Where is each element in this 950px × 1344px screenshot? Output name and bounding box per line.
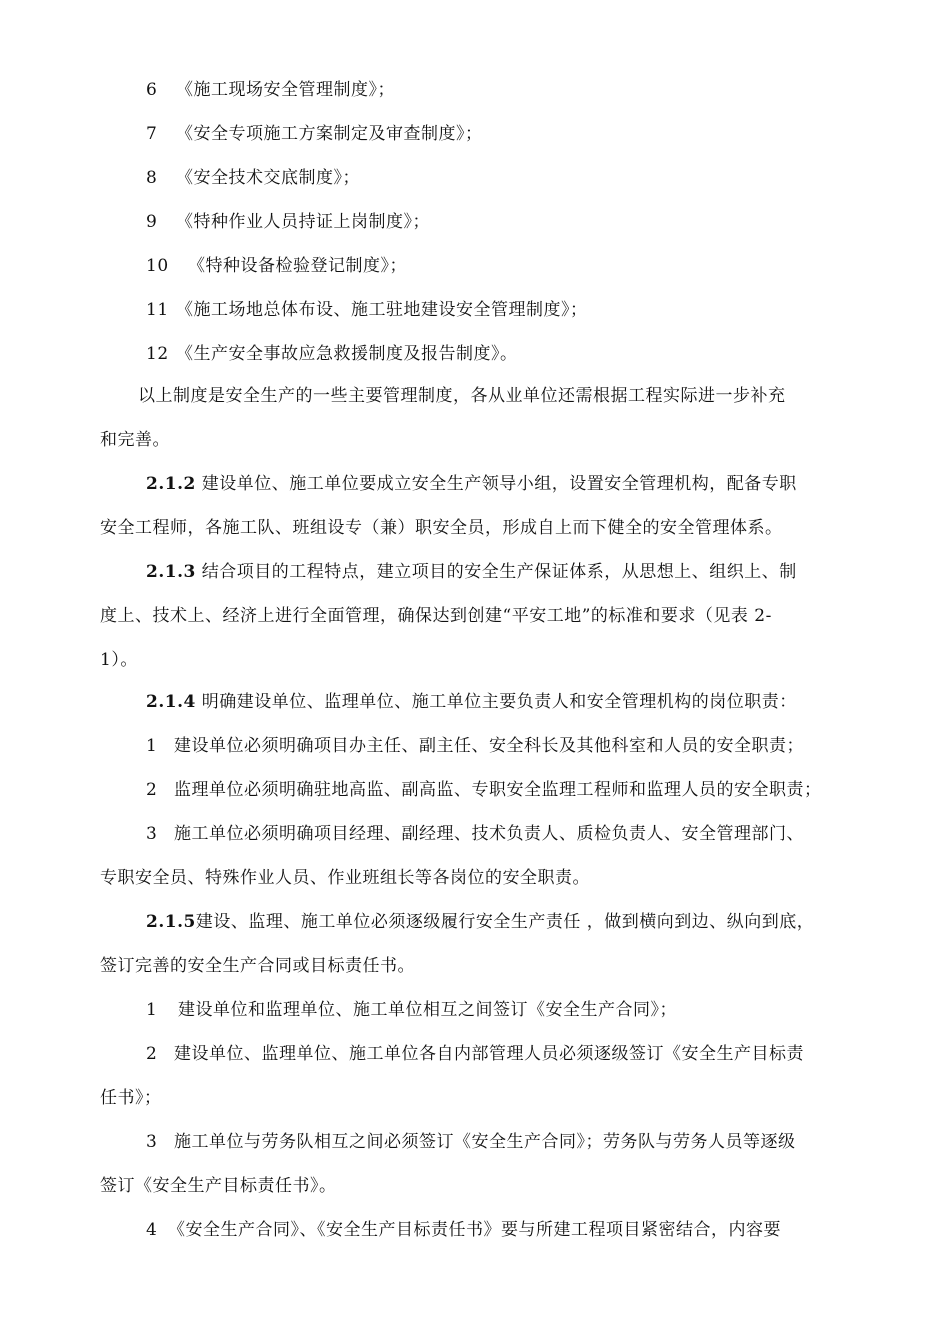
paragraph-line: 专职安全员、特殊作业人员、作业班组长等各岗位的安全职责。: [100, 868, 590, 888]
list-item: [146, 343, 518, 365]
list-number: 10: [146, 256, 169, 276]
list-text: 建设单位和监理单位、施工单位相互之间签订《安全生产合同》；: [178, 1000, 677, 1020]
list-item: [146, 167, 360, 189]
list-item: [146, 735, 804, 757]
list-item: [146, 1219, 781, 1241]
list-text: 《特种设备检验登记制度》；: [188, 256, 407, 276]
list-number: 9: [146, 212, 158, 232]
list-item: [146, 999, 677, 1021]
section-2-1-2: [146, 473, 797, 495]
list-text: 《安全生产合同》、《安全生产目标责任书》要与所建工程项目紧密结合，内容要: [168, 1220, 781, 1240]
list-text: 《施工场地总体布设、施工驻地建设安全管理制度》；: [176, 300, 588, 320]
section-2-1-4: [146, 691, 797, 713]
list-item: [146, 779, 822, 801]
list-number: 3: [146, 1132, 158, 1152]
list-number: 4: [146, 1220, 158, 1240]
paragraph-line: 签订完善的安全生产合同或目标责任书。: [100, 956, 415, 976]
paragraph-line: 任书》；: [100, 1088, 162, 1108]
list-text: 《安全技术交底制度》；: [176, 168, 360, 188]
list-text: 施工单位与劳务队相互之间必须签订《安全生产合同》；劳务队与劳务人员等逐级: [174, 1132, 796, 1152]
list-item: [146, 1131, 796, 1153]
section-number: 2.1.2: [146, 474, 196, 494]
section-number: 2.1.4: [146, 692, 196, 712]
section-number: 2.1.5: [146, 912, 196, 932]
list-number: 1: [146, 1000, 158, 1020]
list-text: 建设单位、监理单位、施工单位各自内部管理人员必须逐级签订《安全生产目标责: [174, 1044, 804, 1064]
section-text: 建设单位、施工单位要成立安全生产领导小组，设置安全管理机构，配备专职: [201, 474, 797, 494]
paragraph-line: 度上、技术上、经济上进行全面管理，确保达到创建“平安工地”的标准和要求（见表 2-: [100, 606, 772, 626]
section-2-1-5: [146, 911, 814, 933]
list-number: 2: [146, 1044, 158, 1064]
list-item: [146, 211, 430, 233]
list-text: 《施工现场安全管理制度》；: [176, 80, 395, 100]
list-item: [146, 123, 483, 145]
list-number: 2: [146, 780, 158, 800]
paragraph-line: 1）。: [100, 650, 138, 670]
section-text: 明确建设单位、监理单位、施工单位主要负责人和安全管理机构的岗位职责：: [201, 692, 797, 712]
paragraph-line: 以上制度是安全生产的一些主要管理制度，各从业单位还需根据工程实际进一步补充: [138, 386, 786, 406]
list-number: 12: [146, 344, 169, 364]
paragraph-line: 安全工程师，各施工队、班组设专（兼）职安全员，形成自上而下健全的安全管理体系。: [100, 518, 783, 538]
paragraph-line: 签订《安全生产目标责任书》。: [100, 1176, 337, 1196]
list-text: 《安全专项施工方案制定及审查制度》；: [176, 124, 483, 144]
list-item: [146, 299, 588, 321]
list-text: 建设单位必须明确项目办主任、副主任、安全科长及其他科室和人员的安全职责；: [174, 736, 804, 756]
list-number: 11: [146, 300, 169, 320]
list-item: [146, 255, 407, 277]
paragraph-line: 和完善。: [100, 430, 170, 450]
list-item: [146, 79, 395, 101]
section-text: 结合项目的工程特点，建立项目的安全生产保证体系，从思想上、组织上、制: [201, 562, 797, 582]
section-number: 2.1.3: [146, 562, 196, 582]
list-text: 《特种作业人员持证上岗制度》；: [176, 212, 430, 232]
list-item: [146, 823, 804, 845]
list-number: 3: [146, 824, 158, 844]
list-number: 8: [146, 168, 158, 188]
section-text: 建设、监理、施工单位必须逐级履行安全生产责任 ，做到横向到边、纵向到底，: [195, 912, 815, 932]
list-text: 监理单位必须明确驻地高监、副高监、专职安全监理工程师和监理人员的安全职责；: [174, 780, 822, 800]
list-number: 6: [146, 80, 158, 100]
list-text: 施工单位必须明确项目经理、副经理、技术负责人、质检负责人、安全管理部门、: [174, 824, 804, 844]
list-number: 1: [146, 736, 158, 756]
list-text: 《生产安全事故应急救援制度及报告制度》。: [176, 344, 518, 364]
list-item: [146, 1043, 804, 1065]
section-2-1-3: [146, 561, 797, 583]
list-number: 7: [146, 124, 158, 144]
